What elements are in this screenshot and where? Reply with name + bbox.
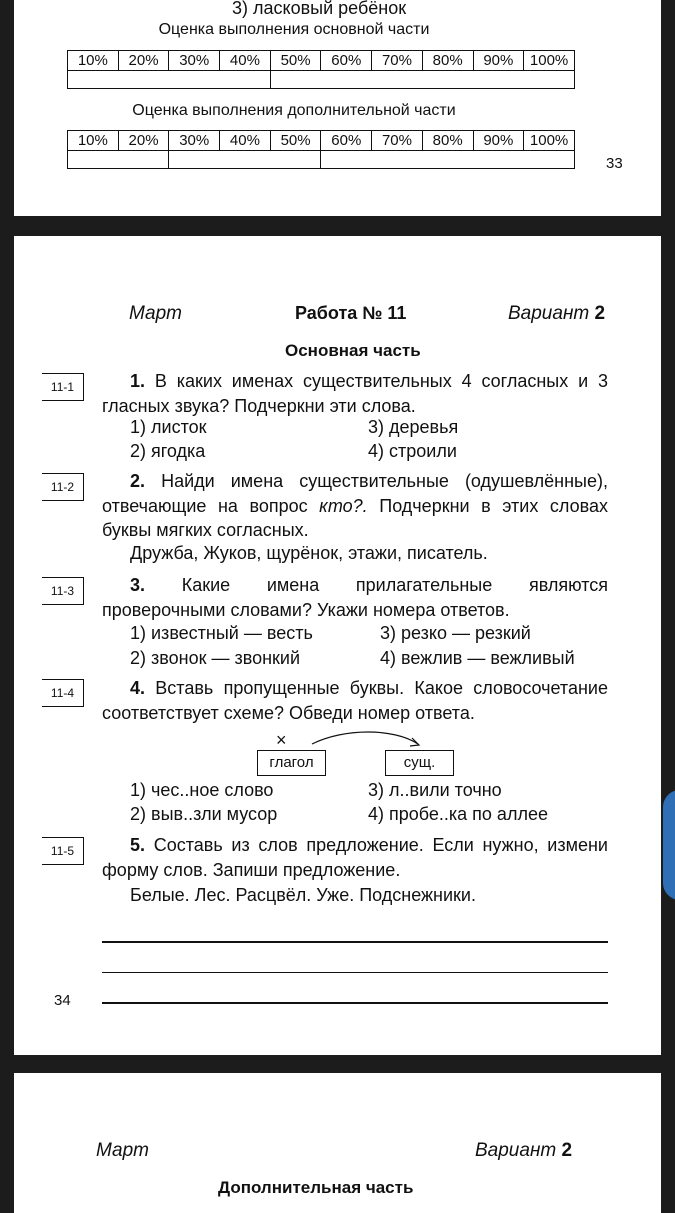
answer-option[interactable]: 2) выв..зли мусор bbox=[130, 804, 278, 824]
task-number: 3. bbox=[130, 575, 146, 595]
answer-option[interactable]: 4) пробе..ка по аллее bbox=[368, 804, 548, 824]
grade-cell: 70% bbox=[372, 131, 423, 151]
word-list: Белые. Лес. Расцвёл. Уже. Подснежники. bbox=[130, 885, 476, 905]
grade-cell: 10% bbox=[68, 51, 119, 71]
task-number: 1. bbox=[130, 371, 146, 391]
grade-empty-cell bbox=[68, 71, 271, 89]
grade-empty-cell bbox=[169, 151, 321, 169]
task-code-box: 11-5 bbox=[42, 837, 84, 865]
grade-cell: 80% bbox=[422, 131, 473, 151]
screen-edge-accent bbox=[663, 790, 675, 900]
task-2-text bbox=[102, 469, 608, 543]
grade-cell: 80% bbox=[422, 51, 473, 71]
page-number: 34 bbox=[54, 992, 71, 1009]
workbook-page-34 bbox=[14, 236, 661, 1055]
grade-empty-cell bbox=[68, 151, 169, 169]
month-label: Март bbox=[96, 1140, 150, 1161]
task-3-text bbox=[102, 573, 608, 622]
variant-label bbox=[475, 1140, 572, 1162]
page-number: 33 bbox=[606, 155, 623, 172]
grade-cell: 30% bbox=[169, 51, 220, 71]
task-question-italic: кто?. bbox=[319, 495, 368, 516]
scheme-arrow bbox=[284, 728, 444, 750]
work-title: Работа № 11 bbox=[295, 303, 407, 323]
scheme-cross: × bbox=[276, 730, 287, 750]
grade-cell: 10% bbox=[68, 131, 119, 151]
task-4-text bbox=[102, 676, 608, 725]
extra-grade-table bbox=[67, 130, 575, 169]
task-code-box: 11-4 bbox=[42, 679, 84, 707]
grade-cell: 30% bbox=[169, 131, 220, 151]
answer-option[interactable]: 2) звонок — звонкий bbox=[130, 648, 301, 668]
variant-number: 2 bbox=[561, 1140, 573, 1161]
main-grade-title: Оценка выполнения основной части bbox=[158, 21, 430, 38]
main-grade-table bbox=[67, 50, 575, 89]
variant-word: Вариант bbox=[475, 1140, 557, 1161]
task-number: 5. bbox=[130, 835, 146, 855]
grade-cell: 100% bbox=[524, 131, 575, 151]
answer-option[interactable]: 1) листок bbox=[130, 417, 207, 437]
task-code-box: 11-1 bbox=[42, 373, 84, 401]
section-title: Основная часть bbox=[285, 341, 421, 360]
extra-grade-title: Оценка выполнения дополнительной части bbox=[132, 102, 456, 119]
grade-cell: 50% bbox=[270, 51, 321, 71]
grade-cell: 70% bbox=[372, 51, 423, 71]
word-list[interactable]: Дружба, Жуков, щурёнок, этажи, писатель. bbox=[130, 543, 488, 563]
grade-cell: 20% bbox=[118, 131, 169, 151]
answer-option[interactable]: 3) резко — резкий bbox=[380, 623, 531, 643]
answer-option[interactable]: 4) вежлив — вежливый bbox=[380, 648, 575, 668]
task-1-text bbox=[102, 369, 608, 418]
task-code-box: 11-3 bbox=[42, 577, 84, 605]
grade-empty-cell bbox=[270, 71, 574, 89]
task-question: В каких именах существительных 4 согласных и 3 гласных звука? Подчеркни эти слова. bbox=[102, 371, 608, 416]
grade-cell: 60% bbox=[321, 51, 372, 71]
answer-option[interactable]: 3) л..вили точно bbox=[368, 780, 502, 800]
task-question: Какие имена прилагательные являются проверочными словами? Укажи номера ответов. bbox=[102, 575, 608, 620]
task-question-end: Подчеркни в этих словах буквы мягких согласных. bbox=[102, 495, 608, 540]
grade-cell: 90% bbox=[473, 51, 524, 71]
answer-option[interactable]: 4) строили bbox=[368, 441, 457, 461]
task-question: Найди имена существительные (одушевлённые), отвечающие на вопрос bbox=[102, 471, 608, 516]
section-title: Дополнительная часть bbox=[218, 1178, 414, 1197]
grade-cell: 40% bbox=[220, 131, 271, 151]
answer-line[interactable] bbox=[102, 972, 608, 973]
variant-label bbox=[508, 303, 605, 325]
grade-cell: 90% bbox=[473, 131, 524, 151]
answer-option[interactable]: 1) известный — весть bbox=[130, 623, 313, 643]
workbook-page-33 bbox=[14, 0, 661, 216]
answer-line[interactable] bbox=[102, 941, 608, 943]
grade-cell: 50% bbox=[270, 131, 321, 151]
variant-word: Вариант bbox=[508, 303, 590, 324]
task-number: 4. bbox=[130, 678, 146, 698]
scheme-verb-box: глагол bbox=[257, 750, 326, 776]
grade-cell: 40% bbox=[220, 51, 271, 71]
answer-line[interactable] bbox=[102, 1002, 608, 1004]
workbook-page-35 bbox=[14, 1073, 661, 1213]
cut-answer-option: 3) ласковый ребёнок bbox=[232, 0, 407, 18]
variant-number: 2 bbox=[594, 303, 606, 324]
grade-cell: 100% bbox=[524, 51, 575, 71]
task-question: Вставь пропущенные буквы. Какое словосочетание соответствует схеме? Обведи номер ответа. bbox=[102, 678, 608, 723]
month-label: Март bbox=[129, 303, 183, 324]
grade-empty-cell bbox=[321, 151, 575, 169]
answer-option[interactable]: 2) ягодка bbox=[130, 441, 206, 461]
scheme-noun-box: сущ. bbox=[385, 750, 454, 776]
task-5-text bbox=[102, 833, 608, 882]
task-question: Составь из слов предложение. Если нужно, измени форму слов. Запиши предложение. bbox=[102, 835, 608, 880]
answer-option[interactable]: 3) деревья bbox=[368, 417, 459, 437]
task-code-box: 11-2 bbox=[42, 473, 84, 501]
task-number: 2. bbox=[130, 471, 146, 491]
grade-cell: 60% bbox=[321, 131, 372, 151]
grade-cell: 20% bbox=[118, 51, 169, 71]
answer-option[interactable]: 1) чес..ное слово bbox=[130, 780, 274, 800]
